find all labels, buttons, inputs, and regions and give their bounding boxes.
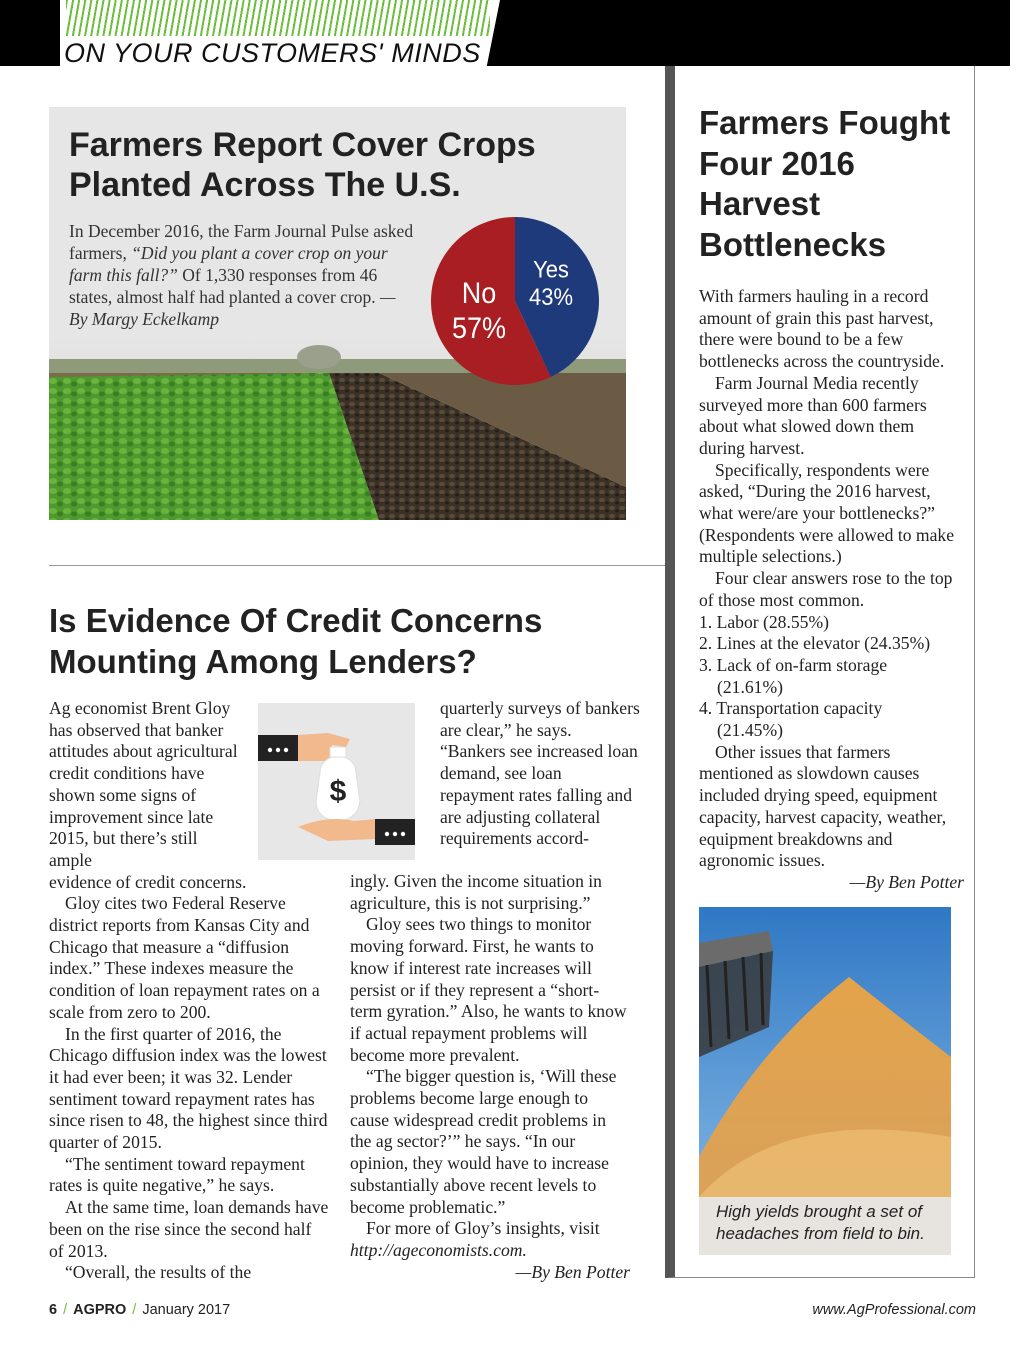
harvest-story-title: Farmers Fought Four 2016 Harvest Bottlenecks	[699, 104, 951, 263]
grain-auger-image	[699, 907, 951, 1197]
harvest-paragraph: Specifically, respondents were asked, “During the 2016 harvest, what were/are your bottlenecks?” (Respondents were allowed to make multiple selections.)	[699, 459, 955, 567]
header-stripe-pattern	[66, 0, 490, 36]
credit-paragraph: Gloy cites two Federal Reserve district reports from Kansas City and Chicago that measure a “diffusion index.” These indexes measure the condition of loan repayment rates on a scale from zero to 200.	[49, 893, 320, 1022]
section-divider	[49, 565, 665, 566]
pie-value-no: 57%	[451, 312, 507, 346]
page-number: 6	[49, 1302, 58, 1318]
credit-paragraph: quarterly surveys of bankers are clear,” he says. “Bankers see increased loan demand, see loan repayment rates falling and are adjusting collateral requirements accord-	[440, 698, 640, 849]
harvest-paragraph: With farmers hauling in a record amount of grain this past harvest, there were bound to be a few bottlenecks across the countryside.	[699, 286, 945, 372]
intro-text: In December 2016, the Farm Journal Pulse asked farmers,	[69, 221, 414, 263]
credit-paragraph: In the first quarter of 2016, the Chicago diffusion index was the lowest it had ever been; it was 32. Lender sentiment toward repayment rates has since risen to 48, the highest since third quarter of 2015.	[49, 1023, 328, 1153]
survey-question: “Did you plant a cover crop on your farm this fall?”	[69, 243, 388, 285]
grain-pile-photo	[699, 907, 951, 1255]
footer-separator: /	[132, 1302, 137, 1318]
photo-caption: High yields brought a set of headaches from field to bin.	[716, 1202, 925, 1243]
footer-website-link[interactable]: www.AgProfessional.com	[812, 1302, 976, 1318]
credit-column-1	[49, 698, 329, 1284]
intro-text-2: Of 1,330 responses from 46 states, almost half had planted a cover crop.	[69, 265, 381, 307]
credit-paragraph: “Overall, the results of the	[65, 1262, 252, 1283]
harvest-story-body	[699, 286, 964, 894]
cover-crops-box	[49, 107, 626, 520]
cover-crops-title: Farmers Report Cover Crops Planted Across The U.S.	[69, 126, 536, 204]
cover-crop-pie-chart	[429, 215, 601, 387]
pie-label-no: No	[461, 276, 497, 311]
cover-crops-byline: —By Margy Eckelkamp	[69, 287, 396, 329]
harvest-paragraph: Four clear answers rose to the top of those most common.	[699, 568, 953, 610]
credit-paragraph: “The bigger question is, ‘Will these problems become large enough to cause widespread credit problems in the ag sector?’” he says. “In our opinion, they would have to increase substantially above recent levels to become problematic.”	[350, 1066, 617, 1217]
bottleneck-list-item: 2. Lines at the elevator (24.35%)	[699, 633, 931, 654]
bottleneck-list-item: 4. Transportation capacity	[699, 698, 883, 719]
ageconomists-link[interactable]: http://ageconomists.com.	[350, 1239, 527, 1260]
pie-label-yes: Yes	[533, 255, 569, 283]
bottleneck-list-value: (21.61%)	[717, 676, 783, 697]
credit-paragraph: “The sentiment toward repayment rates is quite negative,” he says.	[49, 1153, 305, 1196]
credit-paragraph: At the same time, loan demands have been on the rise since the second half of 2013.	[49, 1197, 329, 1261]
credit-column-2-top	[440, 698, 640, 850]
harvest-paragraph: Farm Journal Media recently surveyed more than 600 farmers about what slowed down them during harvest.	[699, 372, 927, 458]
footer-folio	[49, 1302, 230, 1318]
credit-paragraph: evidence of credit concerns.	[49, 871, 247, 892]
magazine-name: AGPRO	[73, 1302, 127, 1318]
footer-separator: /	[63, 1302, 68, 1318]
credit-column-2	[350, 871, 630, 1283]
section-label: ON YOUR CUSTOMERS' MINDS	[64, 38, 481, 68]
credit-paragraph	[350, 1218, 630, 1261]
credit-paragraph: ingly. Given the income situation in agriculture, this is not surprising.”	[350, 871, 602, 913]
issue-date: January 2017	[142, 1302, 231, 1318]
pie-value-yes: 43%	[528, 283, 574, 311]
bottleneck-list-value: (21.45%)	[717, 720, 783, 741]
harvest-paragraph: Other issues that farmers mentioned as slowdown causes included drying speed, equipment capacity, harvest capacity, weather, equipment breakdowns and agronomic issues.	[699, 741, 947, 871]
credit-byline: —By Ben Potter	[515, 1261, 630, 1282]
credit-paragraph: Ag economist Brent Gloy has observed that banker attitudes about agricultural credit conditions have shown some signs of improvement since late 2015, but there’s still ample	[49, 698, 238, 870]
credit-paragraph: Gloy sees two things to monitor moving forward. First, he wants to know if interest rate increases will persist or if they represent a “short-term gyration.” Also, he wants to know if actual repayment problems will become more prevalent.	[350, 914, 627, 1065]
credit-story-title: Is Evidence Of Credit Concerns Mounting Among Lenders?	[49, 602, 543, 680]
cover-crops-intro	[69, 220, 414, 330]
dollar-icon: $	[329, 775, 347, 808]
bottleneck-list-item: 1. Labor (28.55%)	[699, 611, 829, 632]
bottleneck-list-item: 3. Lack of on-farm storage	[699, 654, 888, 675]
visit-text: For more of Gloy’s insights, visit	[366, 1218, 600, 1239]
harvest-byline: —By Ben Potter	[849, 871, 964, 892]
